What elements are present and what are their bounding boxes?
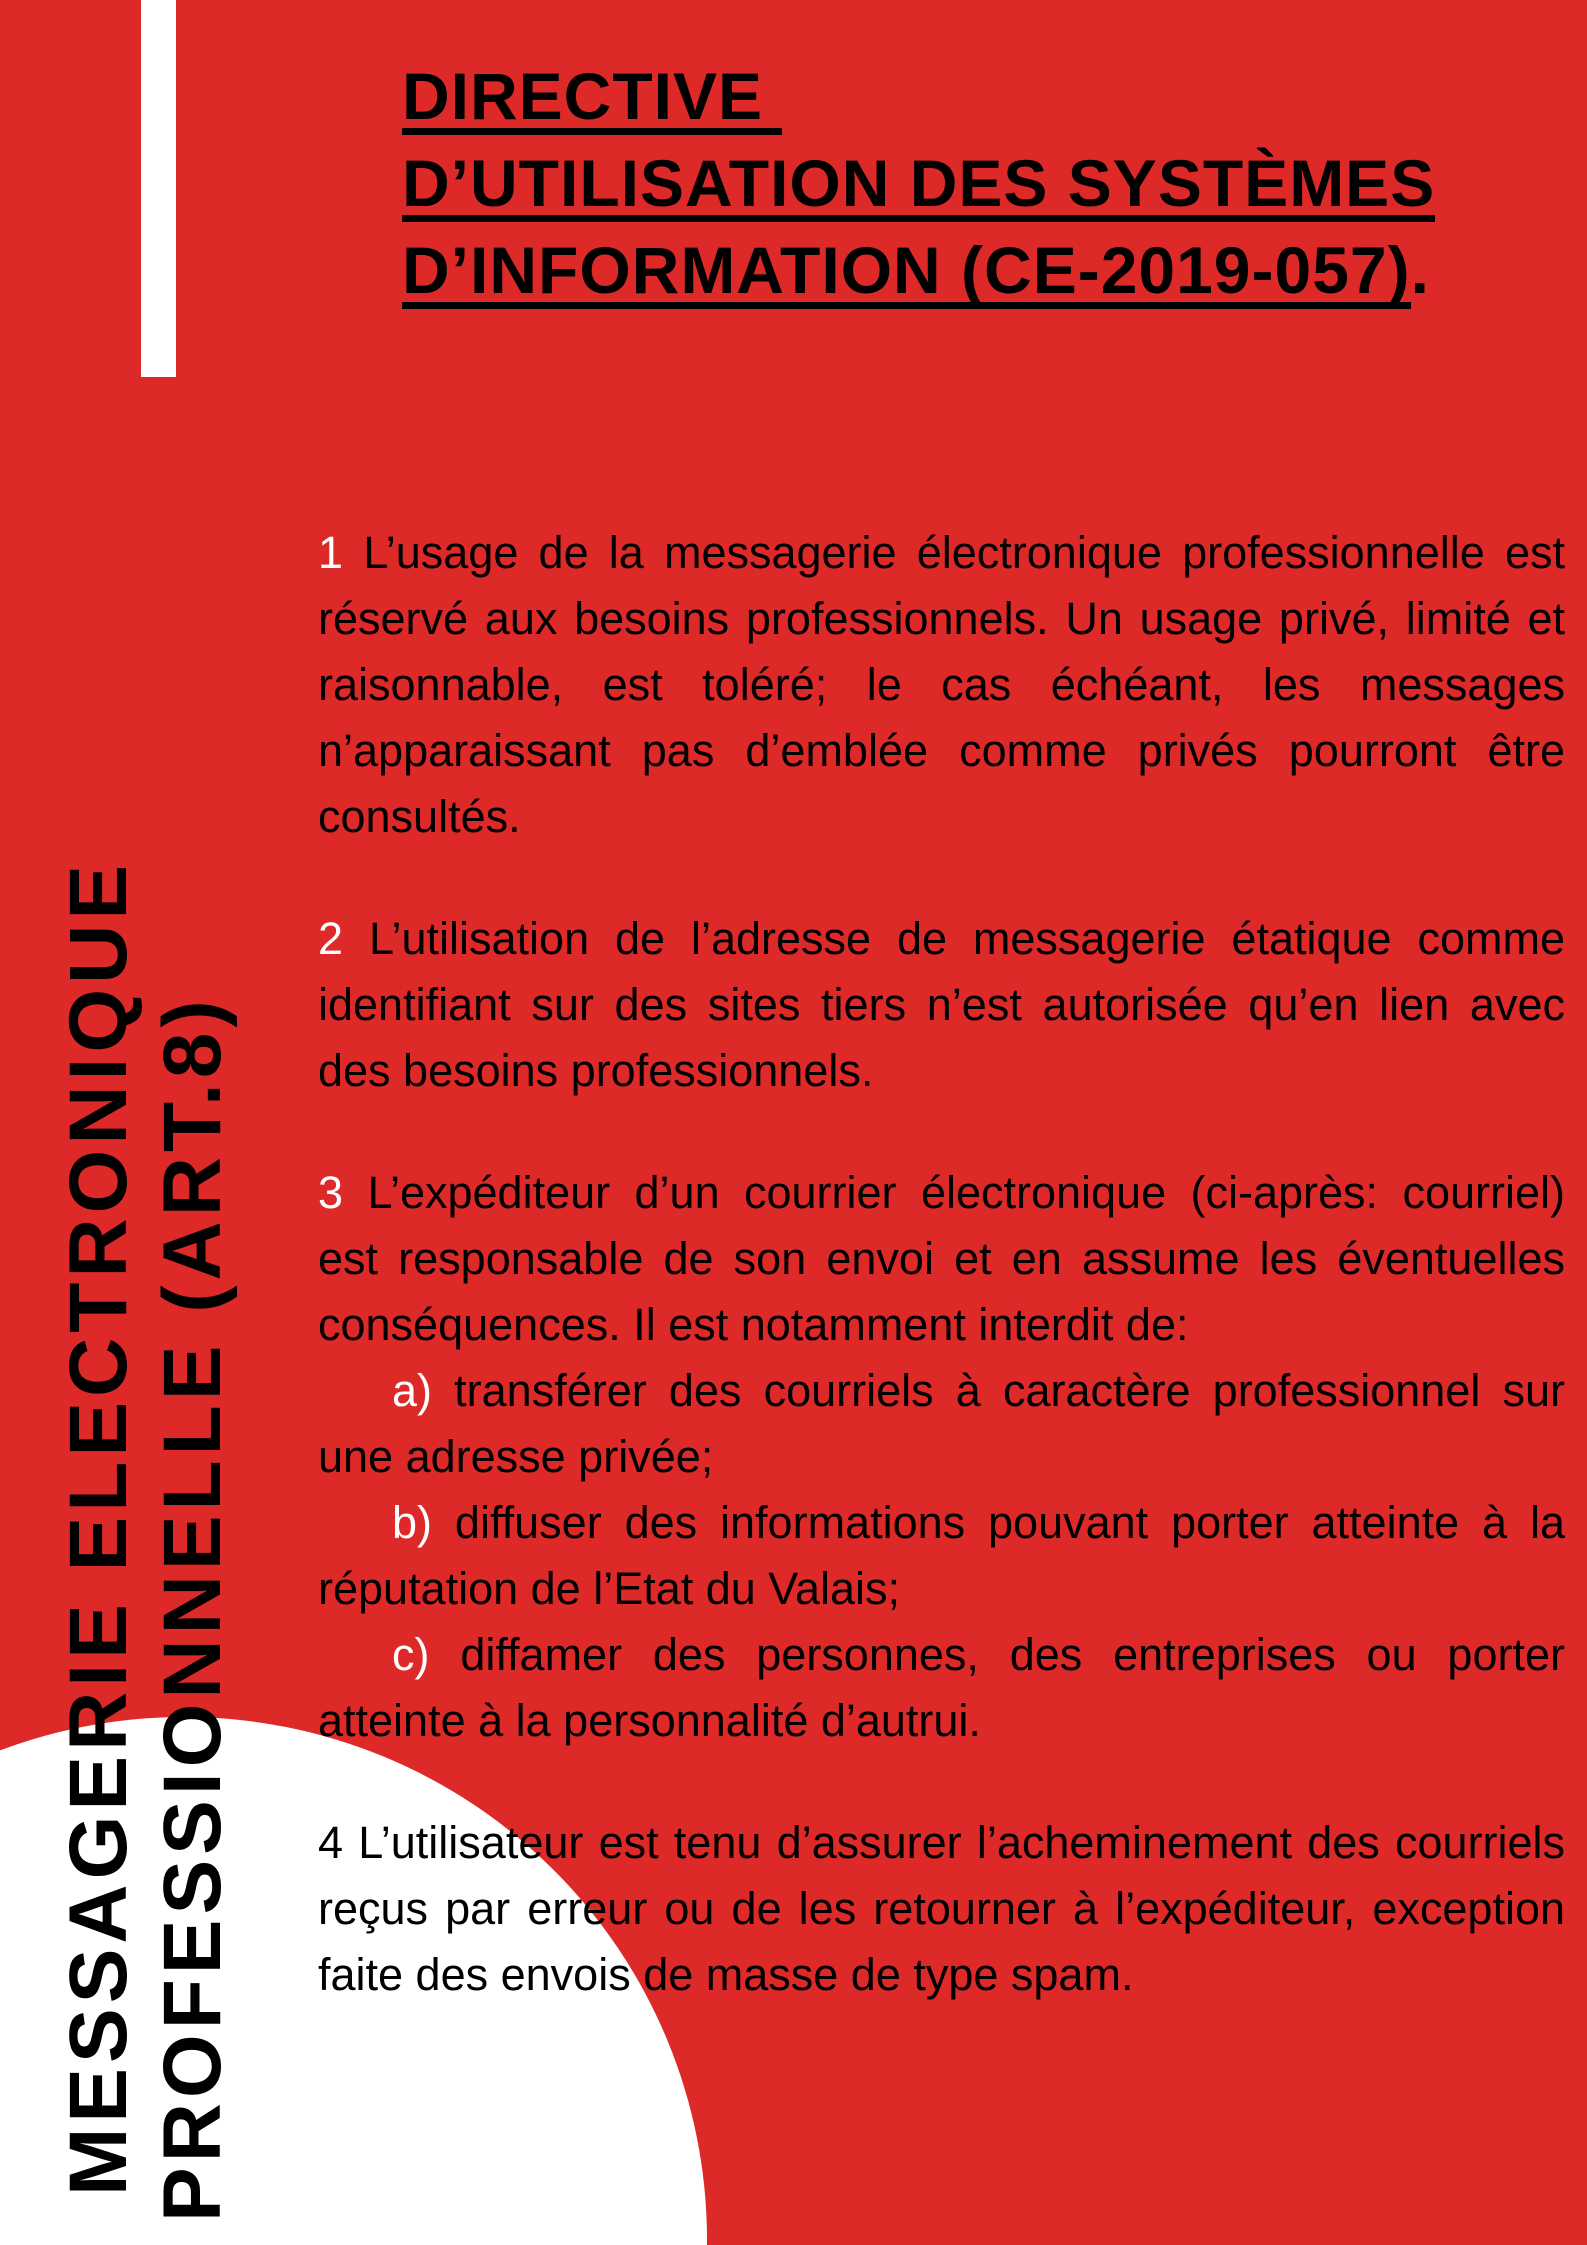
paragraph-text: L’utilisateur est tenu d’assurer l’acheminement des courriels reçus par erreur ou de les retourner à l’expéditeur, exception faite des envois de masse de type spam.: [318, 1817, 1565, 2000]
vertical-title-line-1: MESSAGERIE ELECTRONIQUE: [53, 859, 144, 2196]
title-line-2: [402, 145, 1435, 222]
paragraph-4: [318, 1810, 1565, 2008]
list-marker: b): [392, 1497, 433, 1548]
list-item-a: [318, 1358, 1565, 1490]
paragraph-marker: 2: [318, 913, 344, 964]
title-line-1-text: DIRECTIVE: [402, 59, 783, 133]
top-white-stripe: [141, 0, 176, 377]
paragraph-1: [318, 520, 1565, 850]
body-text: [318, 520, 1565, 2064]
vertical-title-line-2: PROFESSIONNELLE (ART.8): [147, 995, 238, 2222]
list-item-c: [318, 1622, 1565, 1754]
list-item-text: transférer des courriels à caractère professionnel sur une adresse privée;: [318, 1365, 1565, 1482]
paragraph-marker: 4: [318, 1817, 344, 1868]
title-line-3: [402, 232, 1435, 309]
page-title: [402, 58, 1435, 319]
list-item-text: diffuser des informations pouvant porter atteinte à la réputation de l’Etat du Valais;: [318, 1497, 1565, 1614]
paragraph-text: L’utilisation de l’adresse de messagerie étatique comme identifiant sur des sites tiers n’est autorisée qu’en lien avec des besoins professionnels.: [318, 913, 1565, 1096]
list-item-text: diffamer des personnes, des entreprises ou porter atteinte à la personnalité d’autrui.: [318, 1629, 1565, 1746]
paragraph-text: L’usage de la messagerie électronique professionnelle est réservé aux besoins professionnels. Un usage privé, limité et raisonnable, est toléré; le cas échéant, les messages n’apparaissant pas d’emblée comme privés pourront être consultés.: [318, 527, 1565, 842]
paragraph-text: L’expéditeur d’un courrier électronique (ci-après: courriel) est responsable de son envoi et en assume les éventuelles conséquences. Il est notamment interdit de:: [318, 1167, 1565, 1350]
paragraph-2: [318, 906, 1565, 1104]
title-period: .: [1410, 233, 1430, 307]
paragraph-marker: 1: [318, 527, 344, 578]
title-line-1: [402, 58, 1435, 135]
paragraph-3: [318, 1160, 1565, 1358]
list-marker: a): [392, 1365, 433, 1416]
title-line-3-text: D’INFORMATION (CE-2019-057): [402, 233, 1411, 307]
title-line-2-text: D’UTILISATION DES SYSTÈMES: [402, 146, 1436, 220]
paragraph-marker: 3: [318, 1167, 344, 1218]
list-marker: c): [392, 1629, 430, 1680]
list-item-b: [318, 1490, 1565, 1622]
